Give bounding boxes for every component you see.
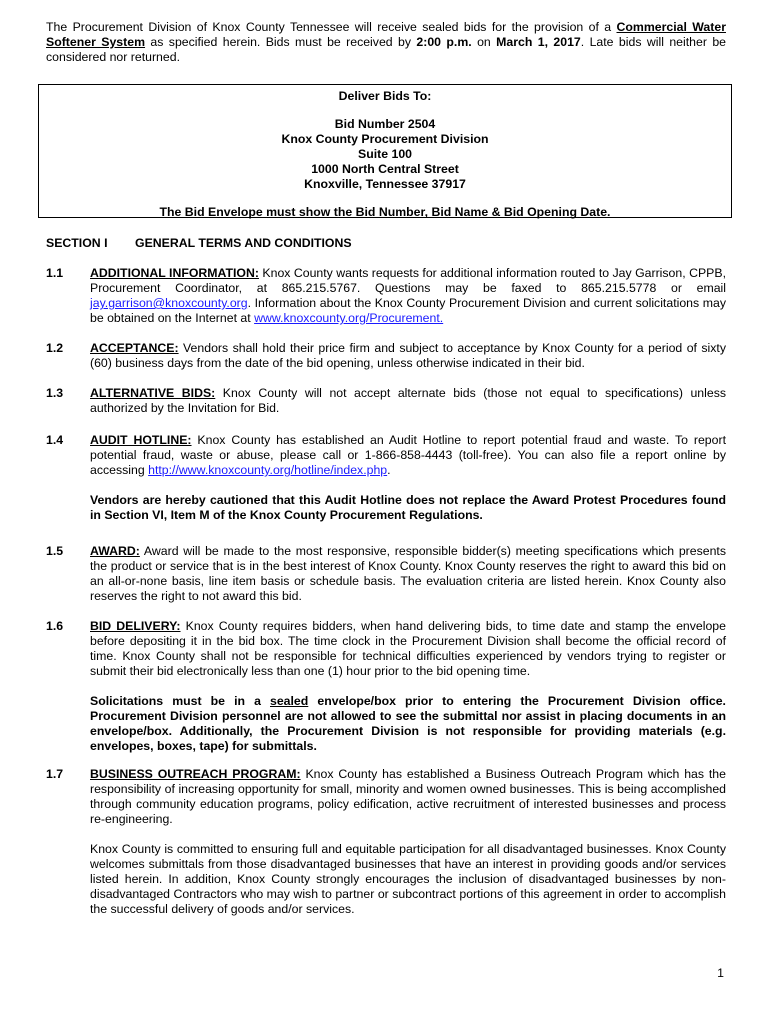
item-1-4: 1.4 AUDIT HOTLINE: Knox County has established an Audit Hotline to report potential fraud and waste. To report potential fraud, waste or abuse, please call or 1-866-858-4443 (toll-free). You can also file a report online by accessing http://www.knoxcounty.org/hotline/index.php. Vendors are hereby cautioned that this Audit Hotline does not replace the Award Protest Procedures found in Section VI, Item M of the Knox County Procurement Regulations. [46, 433, 726, 522]
section-heading [46, 236, 352, 251]
address-line: Bid Number 2504 [334, 117, 436, 131]
page-number: 1 [717, 966, 724, 980]
deliver-heading: Deliver Bids To: [338, 89, 432, 103]
address-line: Suite 100 [358, 147, 412, 161]
outreach-paragraph-2: Knox County is committed to ensuring full and equitable participation for all disadvantaged businesses. Knox County welcomes submittals from those disadvantaged businesses that have an interest in providing goods and/or services listed herein. In addition, Knox County strongly encourages the inclusion of disadvantaged businesses by non-disadvantaged Contractors who may wish to partner or subcontract portions of this agreement in order to accomplish the successful delivery of goods and/or services. [90, 842, 726, 916]
item-1-5: 1.5 AWARD: Award will be made to the most responsive, responsible bidder(s) meeting specifications which presents the product or service that is in the best interest of Knox County. Knox County reserves the right to award this bid on an all-or-none basis, line item basis or schedule basis. The evaluation criteria are listed herein. Knox County also reserves the right to not award this bid. [46, 544, 726, 603]
envelope-note: The Bid Envelope must show the Bid Number, Bid Name & Bid Opening Date. [159, 205, 611, 219]
item-1-1: 1.1 ADDITIONAL INFORMATION: Knox County wants requests for additional information routed to Jay Garrison, CPPB, Procurement Coordinator, at 865.215.5767. Questions may be faxed to 865.215.5778 or email jay.garrison@knoxcounty.org. Information about the Knox County Procurement Division and current solicitations may be obtained on the Internet at www.knoxcounty.org/Procurement. [46, 266, 726, 325]
intro-paragraph: The Procurement Division of Knox County Tennessee will receive sealed bids for the provision of a Commercial Water Softener System as specified herein. Bids must be received by 2:00 p.m. on March 1, 2017. Late bids will neither be considered nor returned. [46, 20, 727, 64]
section-number: SECTION I [46, 236, 108, 250]
audit-warning: Vendors are hereby cautioned that this Audit Hotline does not replace the Award Protest Procedures found in Section VI, Item M of the Knox County Procurement Regulations. [90, 493, 726, 522]
deadline-time: 2:00 p.m. [416, 35, 472, 49]
deliver-bids-box [38, 84, 732, 218]
delivery-address [39, 117, 731, 192]
deadline-date: March 1, 2017 [496, 35, 581, 49]
hotline-link[interactable]: http://www.knoxcounty.org/hotline/index.php [148, 463, 388, 477]
item-1-6: 1.6 BID DELIVERY: Knox County requires bidders, when hand delivering bids, to time date and stamp the envelope before depositing it in the bid box. The time clock in the Procurement Division shall become the official record of time. Knox County shall not be responsible for technical difficulties experienced by vendors trying to register or submit their bid electronically less than one (1) hour prior to the bid opening time. Solicitations must be in a sealed envelope/box prior to entering the Procurement Division office. Procurement Division personnel are not allowed to see the submittal nor assist in placing documents in an envelope/box. Additionally, the Procurement Division is not responsible for providing materials (e.g. envelopes, boxes, tape) for submittals. [46, 619, 726, 753]
address-line: 1000 North Central Street [311, 162, 459, 176]
procurement-link[interactable]: www.knoxcounty.org/Procurement. [254, 311, 444, 325]
item-1-2: 1.2 ACCEPTANCE: Vendors shall hold their price firm and subject to acceptance by Knox County for a period of sixty (60) business days from the date of the bid opening, unless otherwise indicated in their bid. [46, 341, 726, 370]
item-name: Commercial Water Softener System [46, 20, 726, 49]
address-line: Knoxville, Tennessee 37917 [304, 177, 466, 191]
item-1-7: 1.7 BUSINESS OUTREACH PROGRAM: Knox County has established a Business Outreach Program which has the responsibility of increasing opportunity for small, minority and women owned businesses. This is being accomplished through community education programs, policy edification, active recruitment of interested businesses and process re-engineering. Knox County is committed to ensuring full and equitable participation for all disadvantaged businesses. Knox County welcomes submittals from those disadvantaged businesses that have an interest in providing goods and/or services listed herein. In addition, Knox County strongly encourages the inclusion of disadvantaged businesses by non-disadvantaged Contractors who may wish to partner or subcontract portions of this agreement in order to accomplish the successful delivery of goods and/or services. [46, 767, 726, 916]
email-link[interactable]: jay.garrison@knoxcounty.org [90, 296, 248, 310]
item-1-3: 1.3 ALTERNATIVE BIDS: Knox County will not accept alternate bids (those not equal to specifications) unless authorized by the Invitation for Bid. [46, 386, 726, 415]
address-line: Knox County Procurement Division [281, 132, 489, 146]
section-title: GENERAL TERMS AND CONDITIONS [135, 236, 352, 250]
sealed-notice: Solicitations must be in a sealed envelope/box prior to entering the Procurement Division office. Procurement Division personnel are not allowed to see the submittal nor assist in placing documents in an envelope/box. Additionally, the Procurement Division is not responsible for providing materials (e.g. envelopes, boxes, tape) for submittals. [90, 694, 726, 753]
